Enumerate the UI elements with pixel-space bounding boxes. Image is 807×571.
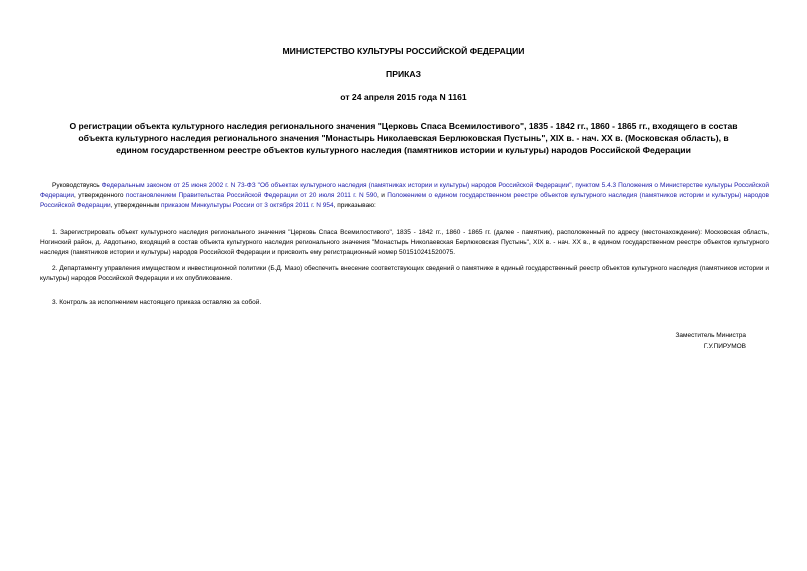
order-item-1: 1. Зарегистрировать объект культурного наследия регионального значения "Церковь Спаса Всемилостивого", 1835 - 1842 гг., 1860 - 1865 гг. (далее - памятник), расположенный по адресу (местонахождение): Московская область, Ногинский район, д. Авдотьино, входящий в состав объекта культурного наследия регионального значения "Монастырь Николаевская Берлюковская Пустынь", XIX в. - нач. XX в., в едином государственном реестре объектов культурного наследия (памятников истории и культуры) народов Российской Федерации и присвоить ему регистрационный номер 501510241520075.	[40, 229, 769, 257]
link-ministry-order[interactable]: приказом Минкультуры России от 3 октября 2011 г. N 954	[161, 202, 334, 210]
document-date-number: от 24 апреля 2015 года N 1161	[340, 92, 467, 102]
signature-block	[676, 331, 747, 352]
basis-text-5: , приказываю:	[333, 202, 376, 210]
order-item-2: 2. Департаменту управления имуществом и инвестиционной политики (Б.Д. Мазо) обеспечить внесение соответствующих сведений о памятнике в единый государственный реестр объектов культурного наследия (памятников истории и культуры) народов Российской Федерации и их опубликование.	[40, 265, 769, 283]
basis-text-3: , и	[377, 192, 388, 200]
document-subject: О регистрации объекта культурного наследия регионального значения "Церковь Спаса Всемилостивого", 1835 - 1842 гг., 1860 - 1865 гг., входящего в состав объекта культурного наследия регионального значения "Монастырь Николаевская Берлюковская Пустынь", XIX в. - нач. XX в. (Московская область), в едином государственном реестре объектов культурного наследия (памятников истории и культуры) народов Российской Федерации	[69, 121, 738, 155]
link-federal-law[interactable]: Федеральным законом от 25 июня 2002 г. N 73-ФЗ "Об объектах культурного наследия (памятниках истории и культуры) народов Российской Федерации", пунктом 5.4.3 Положения о Министерстве культуры Российской Федерации	[40, 182, 769, 200]
basis-text-4: , утвержденным	[110, 202, 162, 210]
order-item-3: 3. Контроль за исполнением настоящего приказа оставляю за собой.	[52, 299, 262, 306]
basis-text-2: , утвержденного	[74, 192, 126, 200]
signatory-position: Заместитель Министра	[675, 332, 746, 339]
signatory-name: Г.У.ПИРУМОВ	[703, 342, 746, 350]
link-government-decree[interactable]: постановлением Правительства Российской Федерации от 20 июля 2011 г. N 590	[125, 192, 377, 200]
document-type: ПРИКАЗ	[386, 69, 421, 79]
link-registry-regulation[interactable]: Положением о едином государственном реестре объектов культурного наследия (памятников истории и культуры) народов Российской Федерации	[40, 192, 769, 210]
basis-paragraph	[40, 181, 769, 212]
basis-text-1: Руководствуясь	[52, 182, 102, 189]
ministry-heading: МИНИСТЕРСТВО КУЛЬТУРЫ РОССИЙСКОЙ ФЕДЕРАЦИИ	[282, 46, 525, 56]
